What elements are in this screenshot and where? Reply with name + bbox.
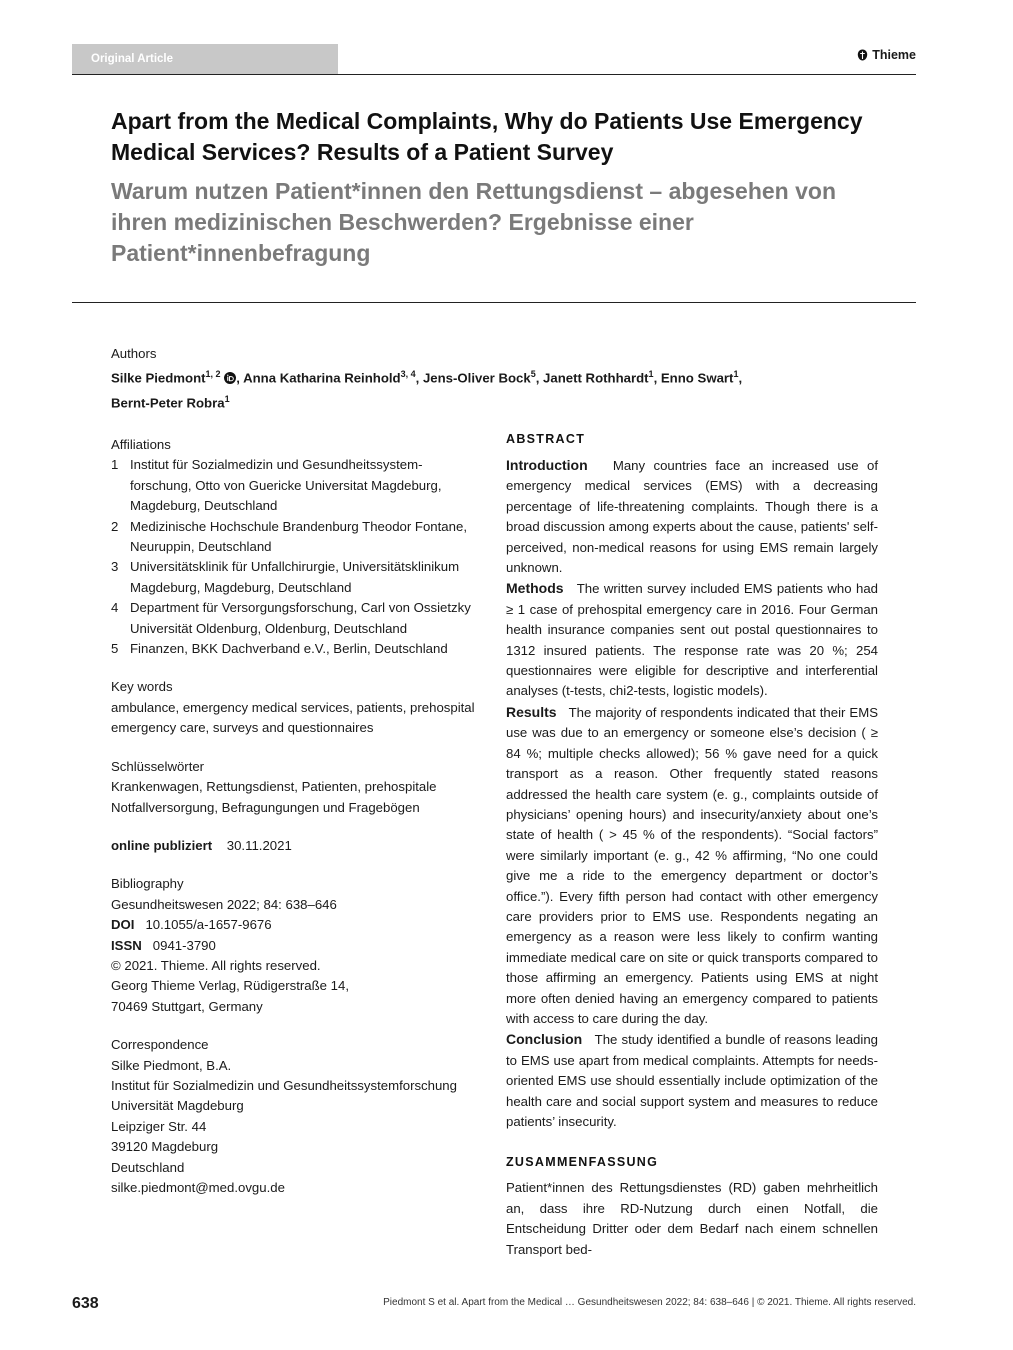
publisher-address: 70469 Stuttgart, Germany bbox=[111, 998, 263, 1014]
abstract-methods: Methods The written survey included EMS patients who had ≥ 1 case of prehospital emergency care in 2016. Four German health insurance companies sent out postal questionnaires to 1312 insured patients. The response rate was 20 %; 254 questionnaires were eligible for descriptive and interferential analyses (t-tests, chi2-tests, logistic models). bbox=[506, 580, 878, 699]
title-german: Warum nutzen Patient*innen den Rettungsdienst – abgesehen von ihren medizinischen Beschwerden? Ergebnisse einer Patient*innenbefragung bbox=[111, 178, 837, 266]
abstract-introduction: Introduction Many countries face an increased use of emergency medical services (EMS) with a decreasing percentage of life-threatening complaints. Though there is a broad discussion among experts about the cause, patients' self-perceived, non-medical reasons for using EMS remain largely unknown. bbox=[506, 457, 878, 576]
issn-value: 0941-3790 bbox=[152, 937, 216, 953]
keywords-text: ambulance, emergency medical services, patients, prehospital emergency care, surveys and questionnaires bbox=[111, 699, 475, 736]
correspondence-email[interactable]: silke.piedmont@med.ovgu.de bbox=[111, 1180, 285, 1195]
bibliography-heading: Bibliography bbox=[111, 876, 184, 892]
affiliations-heading: Affiliations bbox=[111, 437, 171, 452]
author-affiliation: 3, 4 bbox=[400, 369, 416, 380]
schluesselwoerter-heading: Schlüsselwörter bbox=[111, 758, 205, 774]
online-published bbox=[111, 836, 483, 856]
author-name[interactable]: Silke Piedmont bbox=[111, 370, 206, 386]
affiliation-item: 1 Institut für Sozialmedizin und Gesundheitssystem-forschung, Otto von Guericke Universitat Magdeburg, Magdeburg, Deutschland bbox=[111, 457, 442, 514]
publisher-address: Georg Thieme Verlag, Rüdigerstraße 14, bbox=[111, 978, 349, 994]
footer-citation: Piedmont S et al. Apart from the Medical … Gesundheitswesen 2022; 84: 638–646 | © 2021. Thieme. All rights reserved. bbox=[383, 1297, 916, 1308]
author-name[interactable]: Anna Katharina Reinhold bbox=[243, 370, 401, 386]
zusammenfassung-heading: ZUSAMMENFASSUNG bbox=[506, 1155, 659, 1170]
title-english: Apart from the Medical Complaints, Why do Patients Use Emergency Medical Services? Results of a Patient Survey bbox=[111, 108, 863, 165]
section-label: Original Article bbox=[72, 44, 338, 74]
thieme-logo-icon bbox=[857, 49, 868, 61]
correspondence-line: Universität Magdeburg bbox=[111, 1098, 244, 1114]
title-rule bbox=[72, 302, 916, 303]
author-name[interactable]: Enno Swart bbox=[660, 370, 734, 386]
correspondence-line: Silke Piedmont, B.A. bbox=[111, 1057, 232, 1073]
abstract-column bbox=[506, 429, 878, 1260]
abstract-label: Results bbox=[506, 703, 557, 720]
zusammenfassung-text: Patient*innen des Rettungsdienstes (RD) gaben mehrheitlich an, dass ihre RD-Nutzung durch einen Notfall, die Entscheidung Dritter oder dem Bedarf nach einem schnellen Transport bed- bbox=[506, 1180, 878, 1257]
abstract-heading: ABSTRACT bbox=[506, 432, 586, 446]
affiliation-item: 5 Finanzen, BKK Dachverband e.V., Berlin, Deutschland bbox=[111, 641, 448, 657]
author-affiliation: 1 bbox=[648, 369, 654, 380]
affiliation-item: 3 Universitätsklinik für Unfallchirurgie, Universitätsklinikum Magdeburg, Magdeburg, Deutschland bbox=[111, 559, 460, 595]
correspondence-heading: Correspondence bbox=[111, 1037, 209, 1053]
bibliography bbox=[111, 874, 483, 1017]
online-date: 30.11.2021 bbox=[226, 837, 292, 853]
author-affiliation: 5 bbox=[530, 369, 536, 380]
bibliography-citation: Gesundheitswesen 2022; 84: 638–646 bbox=[111, 896, 337, 912]
header-rule bbox=[72, 74, 916, 75]
metadata-column bbox=[111, 435, 483, 1216]
affiliation-item: 2 Medizinische Hochschule Brandenburg Theodor Fontane, Neuruppin, Deutschland bbox=[111, 518, 467, 555]
affiliations bbox=[111, 435, 483, 659]
abstract-label: Conclusion bbox=[506, 1031, 583, 1048]
correspondence-line: Leipziger Str. 44 bbox=[111, 1118, 207, 1134]
abstract-results: Results The majority of respondents indicated that their EMS use was due to an emergency or someone else’s decision ( ≥ 84 %; multiple checks allowed); 56 % gave need for a quick transport as a reason. Other frequently stated reasons addressed the health care system (e. g., complaints outside of physicians’ opening hours) and insecurity/anxiety about one’s state of health ( > 45 % of the respondents). “Social factors” were similarly important (e. g., 42 % affirming, “No one could give me a ride to the emergency department or doctor’s office.”). Every fifth person had contact with other emergency care providers prior to EMS use. Respondents negating an emergency as a reason were less likely to confirm wanting immediate medical care on site or quick transports compared to those affirming an emergency. Patients using EMS at night more often denied having an emergency compared to patients with access to care during the day. bbox=[506, 703, 878, 1026]
author-affiliation: 1 bbox=[224, 394, 230, 405]
author-list: Silke Piedmont$^{1, 2}$ , Anna Katharina Reinhold$^{3, 4}$, Jens-Oliver Bock$^5$, Janett Rothhardt$^1$, Enno Swart$^1$, Bernt-Peter Robra$^1$ bbox=[111, 369, 743, 411]
author-affiliation: 1 bbox=[733, 369, 739, 380]
publisher-name: Thieme bbox=[872, 48, 916, 62]
abstract-label: Methods bbox=[506, 580, 564, 597]
abstract-label: Introduction bbox=[506, 457, 588, 473]
schluesselwoerter-text: Krankenwagen, Rettungsdienst, Patienten, prehospitale Notfallversorgung, Befragungungen und Fragebögen bbox=[111, 779, 437, 815]
author-name[interactable]: Bernt-Peter Robra bbox=[111, 395, 225, 411]
issn-label: ISSN bbox=[111, 937, 142, 953]
schluesselwoerter bbox=[111, 757, 483, 818]
online-label: online publiziert bbox=[111, 837, 213, 853]
author-affiliation: 1, 2 bbox=[205, 369, 221, 380]
keywords bbox=[111, 677, 483, 738]
correspondence bbox=[111, 1035, 483, 1198]
author-name[interactable]: Janett Rothhardt bbox=[543, 370, 649, 386]
correspondence-line: Deutschland bbox=[111, 1159, 185, 1175]
doi-link[interactable]: 10.1055/a-1657-9676 bbox=[145, 917, 272, 933]
correspondence-line: Institut für Sozialmedizin und Gesundheitssystemforschung bbox=[111, 1077, 457, 1093]
abstract-conclusion: Conclusion The study identified a bundle of reasons leading to EMS use apart from medical complaints. Attempts for needs-oriented EMS use should essentially include optimization of the health care and social support system and measures to reduce patients’ insecurity. bbox=[506, 1031, 878, 1129]
publisher bbox=[857, 48, 916, 62]
authors-block bbox=[111, 344, 811, 414]
keywords-heading: Key words bbox=[111, 679, 173, 695]
page-number: 638 bbox=[72, 1295, 99, 1312]
doi-label: DOI bbox=[111, 917, 135, 933]
author-name[interactable]: Jens-Oliver Bock bbox=[422, 370, 531, 386]
affiliation-item: 4 Department für Versorgungsforschung, Carl von Ossietzky Universität Oldenburg, Oldenburg, Deutschland bbox=[111, 600, 471, 636]
authors-heading: Authors bbox=[111, 346, 157, 361]
copyright: © 2021. Thieme. All rights reserved. bbox=[111, 957, 321, 973]
correspondence-line: 39120 Magdeburg bbox=[111, 1139, 219, 1155]
orcid-icon[interactable] bbox=[224, 372, 236, 384]
